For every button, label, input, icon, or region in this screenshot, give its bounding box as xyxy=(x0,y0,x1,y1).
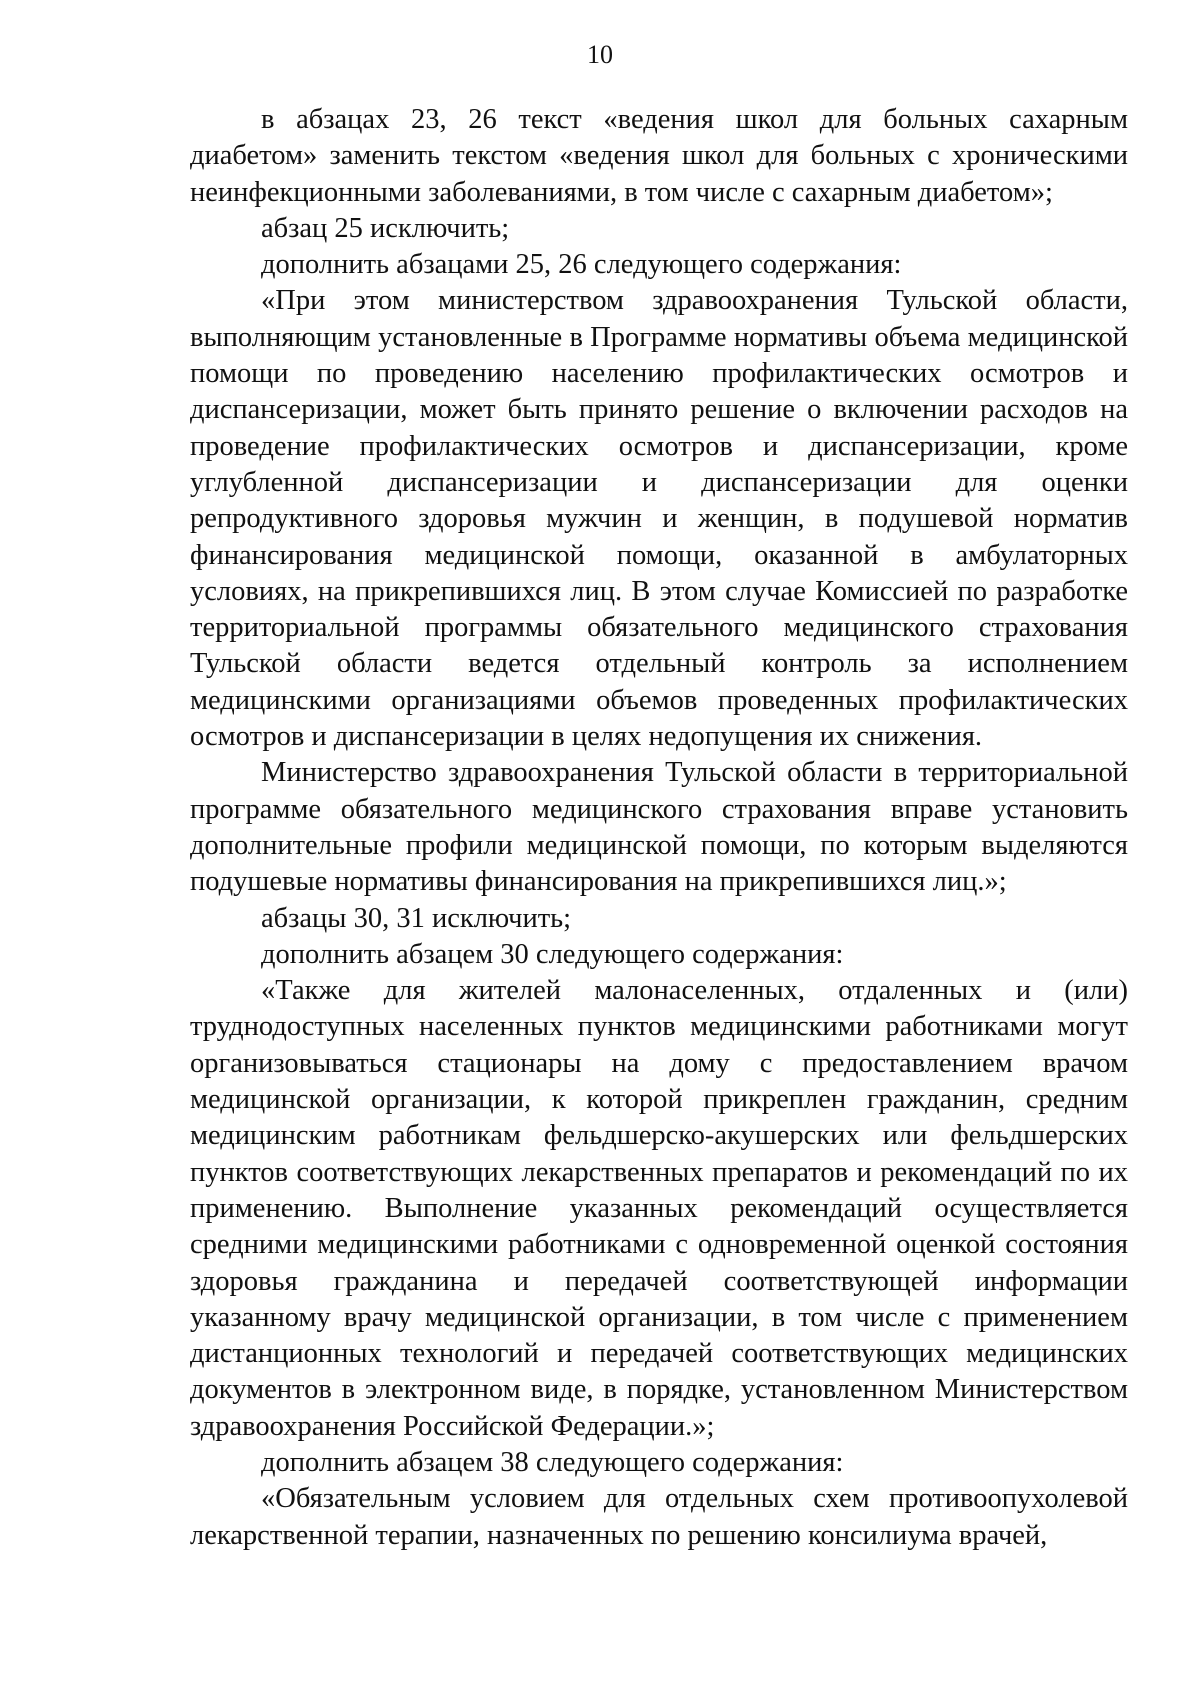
paragraph-amend-school-text: в абзацах 23, 26 текст «ведения школ для больных сахарным диабетом» заменить текстом «ведения школ для больных с хроническими неинфекционными заболеваниями, в том числе с сахарным диабетом»; xyxy=(190,104,1128,208)
paragraph-add-30: дополнить абзацем 30 следующего содержания: xyxy=(261,938,844,970)
paragraph-exclude-30-31: абзацы 30, 31 исключить; xyxy=(261,902,572,934)
page-number: 10 xyxy=(587,40,613,69)
paragraph-add-38: дополнить абзацем 38 следующего содержания: xyxy=(261,1446,844,1478)
paragraph-quote-additional-profiles: Министерство здравоохранения Тульской области в территориальной программе обязательного медицинского страхования вправе установить дополнительные профили медицинской помощи, по которым выделяются подушевые нормативы финансирования на прикрепившихся лиц.»; xyxy=(190,757,1128,898)
paragraph-quote-ministry-decision: «При этом министерством здравоохранения Тульской области, выполняющим установленные в Программе нормативы объема медицинской помощи по проведению населению профилактических осмотров и диспансеризации, может быть принято решение о включении расходов на проведение профилактических осмотров и диспансеризации, кроме углубленной диспансеризации и диспансеризации для оценки репродуктивного здоровья мужчин и женщин, в подушевой норматив финансирования медицинской помощи, оказанной в амбулаторных условиях, на прикрепившихся лиц. В этом случае Комиссией по разработке территориальной программы обязательного медицинского страхования Тульской области ведется отдельный контроль за исполнением медицинскими организациями объемов проведенных профилактических осмотров и диспансеризации в целях недопущения их снижения. xyxy=(190,285,1128,753)
paragraph-exclude-25: абзац 25 исключить; xyxy=(261,212,510,244)
paragraph-add-25-26: дополнить абзацами 25, 26 следующего содержания: xyxy=(261,249,902,281)
paragraph-quote-antitumor-therapy: «Обязательным условием для отдельных схем противоопухолевой лекарственной терапии, назначенных по решению консилиума врачей, xyxy=(190,1483,1128,1551)
document-body xyxy=(190,102,1128,1554)
paragraph-quote-home-hospitals: «Также для жителей малонаселенных, отдаленных и (или) труднодоступных населенных пунктов медицинскими работниками могут организовываться стационары на дому с предоставлением врачом медицинской организации, к которой прикреплен гражданин, средним медицинским работникам фельдшерско-акушерских или фельдшерских пунктов соответствующих лекарственных препаратов и рекомендаций по их применению. Выполнение указанных рекомендаций осуществляется средними медицинскими работниками с одновременной оценкой состояния здоровья гражданина и передачей соответствующей информации указанному врачу медицинской организации, в том числе с применением дистанционных технологий и передачей соответствующих медицинских документов в электронном виде, в порядке, установленном Министерством здравоохранения Российской Федерации.»; xyxy=(190,975,1128,1442)
